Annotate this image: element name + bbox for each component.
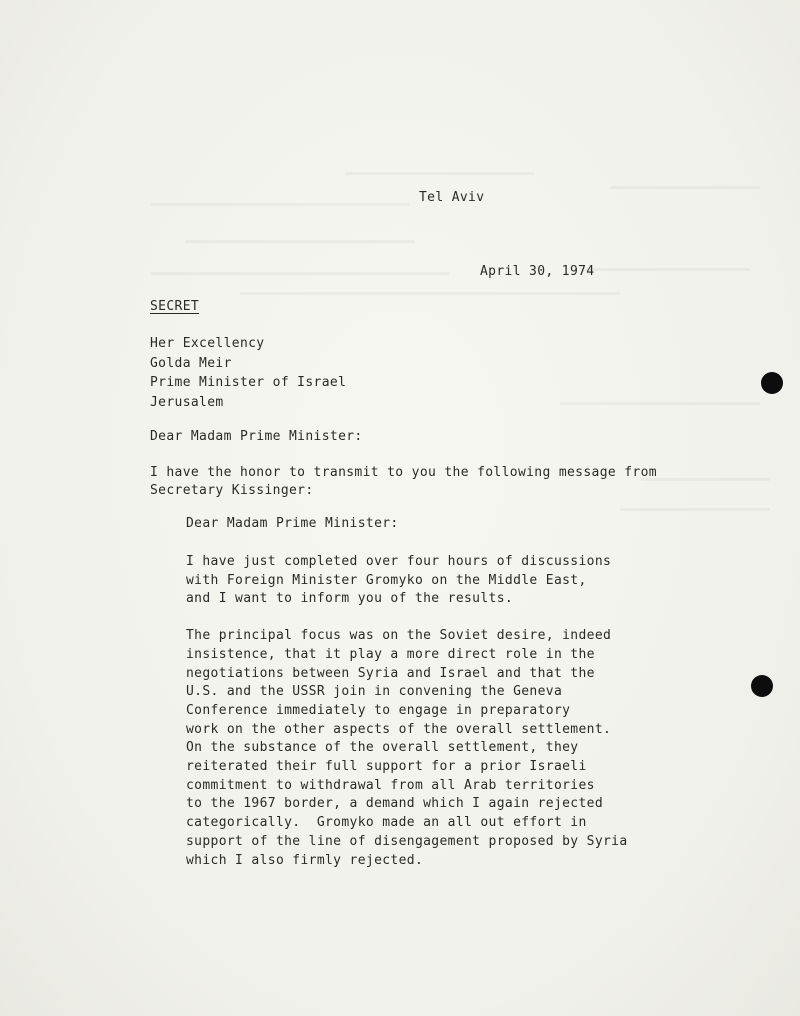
quoted-message [186,515,628,888]
classification-marking: SECRET [150,299,200,314]
message-paragraph [186,627,628,870]
message-line: and I want to inform you of the results. [186,591,514,607]
addressee-line: Prime Minister of Israel [150,375,347,390]
bleed-through-mark [240,292,620,295]
message-line: to the 1967 border, a demand which I again rejected [186,796,604,812]
message-line: U.S. and the USSR join in convening the Geneva [186,684,563,700]
addressee-line: Her Excellency [150,336,265,351]
message-line: insistence, that it play a more direct role in the [186,646,595,662]
bleed-through-mark [185,240,415,243]
addressee-line: Golda Meir [150,355,232,371]
message-line: support of the line of disengagement proposed by Syria [186,833,628,849]
message-line: Conference immediately to engage in preparatory [186,702,571,718]
bleed-through-mark [150,272,450,275]
addressee-block [150,334,346,412]
binder-hole [751,675,773,697]
message-line: On the substance of the overall settlement, they [186,740,579,756]
message-line: I have just completed over four hours of discussions [186,554,612,569]
intro-line: Secretary Kissinger: [150,483,314,498]
bleed-through-mark [610,186,760,189]
message-line: reiterated their full support for a prior Israeli [186,759,587,775]
message-line: The principal focus was on the Soviet desire, indeed [186,628,612,644]
bleed-through-mark [640,478,770,481]
message-paragraph [186,553,628,609]
message-line: categorically. Gromyko made an all out effort in [186,815,587,831]
bleed-through-mark [150,203,410,206]
letter-date: April 30, 1974 [480,264,595,279]
addressee-line: Jerusalem [150,394,224,410]
bleed-through-mark [345,172,535,175]
letter-place: Tel Aviv [419,190,485,205]
message-line: commitment to withdrawal from all Arab territories [186,777,595,793]
bleed-through-mark [620,508,770,511]
message-line: which I also firmly rejected. [186,852,424,868]
bleed-through-mark [580,268,750,271]
message-line: with Foreign Minister Gromyko on the Middle East, [186,572,587,588]
letter-salutation: Dear Madam Prime Minister: [150,429,363,444]
intro-paragraph [150,464,657,500]
message-salutation: Dear Madam Prime Minister: [186,516,399,531]
message-line: negotiations between Syria and Israel and that the [186,665,595,681]
bleed-through-mark [560,402,760,405]
message-line: work on the other aspects of the overall settlement. [186,721,612,737]
intro-line: I have the honor to transmit to you the following message from [150,465,657,480]
binder-hole [761,372,783,394]
